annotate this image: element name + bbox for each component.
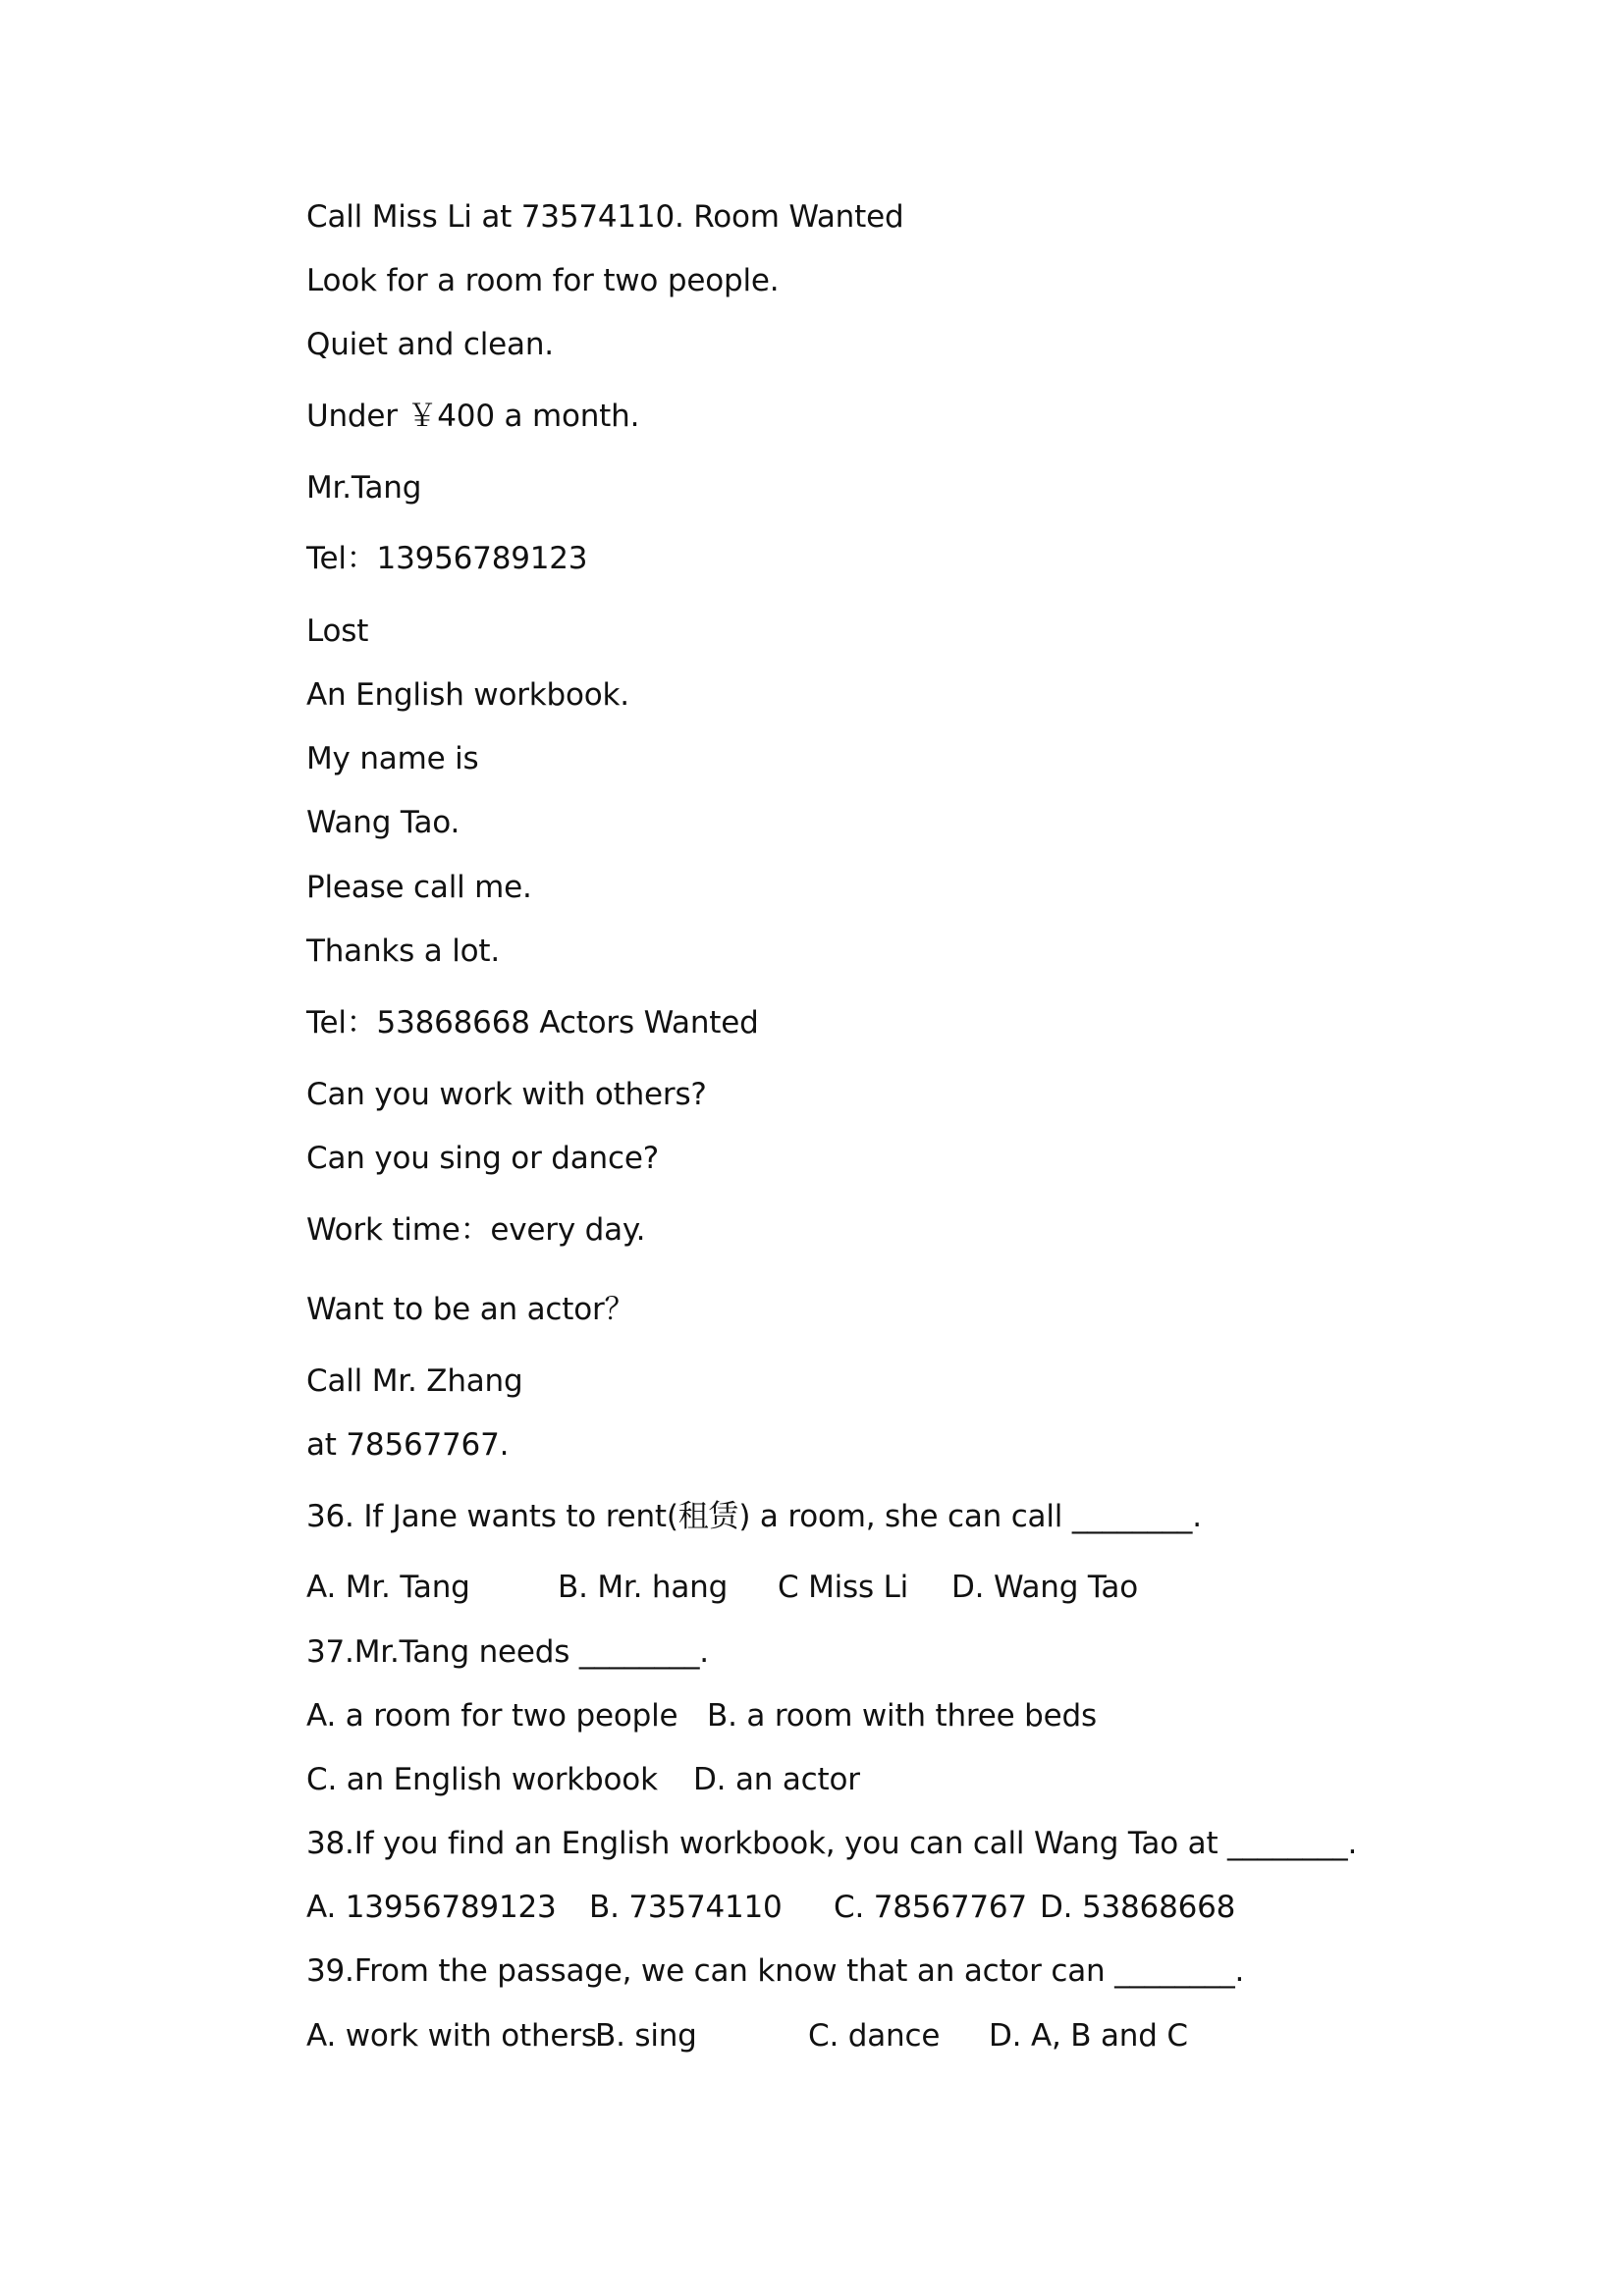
ad-actors-line-4: Want to be an actor？ bbox=[306, 1292, 635, 1327]
ad-lost-line-7: Tel：53868668 Actors Wanted bbox=[306, 1005, 759, 1041]
question-39-option-b: B. sing bbox=[595, 2018, 697, 2054]
question-37-option-c: C. an English workbook bbox=[306, 1762, 658, 1797]
ad-room-line-5: Mr.Tang bbox=[306, 470, 422, 506]
question-38-option-a: A. 13956789123 bbox=[306, 1890, 557, 1925]
ad-room-line-6: Tel：13956789123 bbox=[306, 541, 588, 576]
question-36-option-d: D. Wang Tao bbox=[951, 1570, 1138, 1605]
ad-actors-line-3: Work time：every day. bbox=[306, 1212, 646, 1248]
ad-lost-line-3: My name is bbox=[306, 741, 479, 776]
question-38-option-d: D. 53868668 bbox=[1040, 1890, 1236, 1925]
question-38-stem: 38.If you find an English workbook, you can call Wang Tao at ________. bbox=[306, 1826, 1358, 1861]
question-37-option-b: B. a room with three beds bbox=[707, 1698, 1097, 1734]
question-38-option-b: B. 73574110 bbox=[589, 1890, 783, 1925]
ad-lost-line-5: Please call me. bbox=[306, 870, 532, 905]
ad-lost-line-4: Wang Tao. bbox=[306, 805, 460, 840]
question-39-option-d: D. A, B and C bbox=[989, 2018, 1188, 2054]
ad-lost-line-6: Thanks a lot. bbox=[306, 934, 501, 969]
question-37-stem: 37.Mr.Tang needs ________. bbox=[306, 1634, 709, 1670]
ad-actors-line-2: Can you sing or dance? bbox=[306, 1141, 659, 1176]
question-36-stem: 36. If Jane wants to rent(租赁) a room, she can call ________. bbox=[306, 1499, 1202, 1534]
question-39-option-a: A. work with others bbox=[306, 2018, 597, 2054]
question-37-option-a: A. a room for two people bbox=[306, 1698, 678, 1734]
question-39-option-c: C. dance bbox=[808, 2018, 941, 2054]
question-37-option-d: D. an actor bbox=[693, 1762, 860, 1797]
question-36-option-b: B. Mr. hang bbox=[558, 1570, 729, 1605]
ad-room-line-2: Look for a room for two people. bbox=[306, 263, 780, 298]
ad-lost-line-2: An English workbook. bbox=[306, 677, 629, 713]
ad-room-line-4: Under ￥400 a month. bbox=[306, 399, 640, 434]
question-38-option-c: C. 78567767 bbox=[834, 1890, 1027, 1925]
question-36-option-a: A. Mr. Tang bbox=[306, 1570, 470, 1605]
ad-room-line-3: Quiet and clean. bbox=[306, 327, 554, 362]
ad-room-line-1: Call Miss Li at 73574110. Room Wanted bbox=[306, 199, 904, 235]
ad-actors-line-5: Call Mr. Zhang bbox=[306, 1363, 523, 1399]
ad-actors-line-1: Can you work with others? bbox=[306, 1077, 707, 1112]
question-36-option-c: C Miss Li bbox=[778, 1570, 909, 1605]
question-39-stem: 39.From the passage, we can know that an actor can ________. bbox=[306, 1953, 1245, 1989]
ad-actors-line-6: at 78567767. bbox=[306, 1427, 510, 1463]
ad-lost-line-1: Lost bbox=[306, 614, 369, 649]
